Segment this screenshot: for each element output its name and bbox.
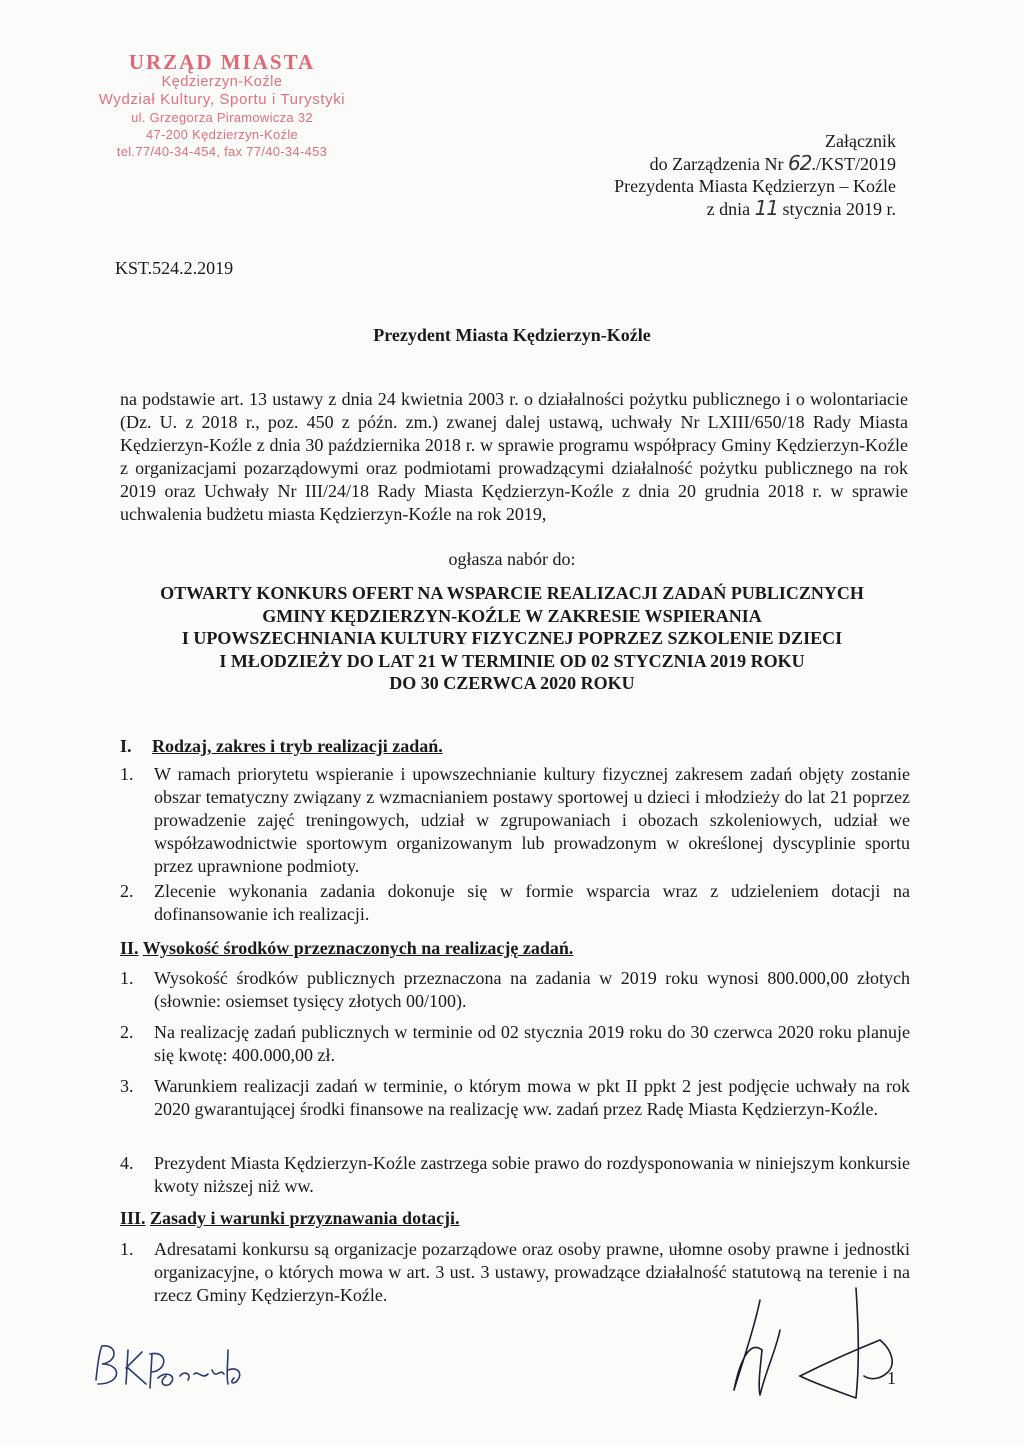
handwritten-note	[88, 1340, 258, 1395]
item-number: 3.	[120, 1076, 134, 1096]
item-number: 2.	[120, 881, 134, 901]
list-item	[120, 967, 910, 1013]
handwritten-ordinance-number: 62	[788, 151, 812, 175]
item-text: Wysokość środków publicznych przeznaczona na zadania w 2019 roku wynosi 800.000,00 złotych (słownie: osiemset tysięcy złotych 00/100).	[154, 968, 910, 1011]
contest-title	[0, 582, 1024, 695]
page-number: 1	[887, 1368, 896, 1388]
item-text: Zlecenie wykonania zadania dokonuje się w formie wsparcia wraz z udzieleniem dotacji na dofinansowanie ich realizacji.	[154, 881, 910, 924]
ordinance-suffix: ./KST/2019	[811, 154, 896, 174]
section-title: Wysokość środków przeznaczonych na realizację zadań.	[142, 938, 574, 958]
stamp-line-office: URZĄD MIASTA	[128, 50, 316, 74]
item-text: Na realizację zadań publicznych w terminie od 02 stycznia 2019 roku do 30 czerwca 2020 roku planuje się kwotę: 400.000,00 zł.	[154, 1022, 910, 1065]
item-number: 2.	[120, 1022, 134, 1042]
item-text: Warunkiem realizacji zadań w terminie, o którym mowa w pkt II ppkt 2 jest podjęcie uchwały na rok 2020 gwarantującej środki finansowe na realizację ww. zadań przez Radę Miasta Kędzierzyn-Koźle.	[154, 1076, 910, 1119]
attachment-header	[476, 130, 896, 220]
stamp-line-city: Kędzierzyn-Koźle	[161, 74, 283, 90]
stamp-line-street: ul. Grzegorza Piramowicza 32	[131, 110, 313, 125]
date-suffix: stycznia 2019 r.	[778, 199, 896, 219]
handwritten-day: 11	[754, 196, 779, 220]
attachment-issuer-line: Prezydenta Miasta Kędzierzyn – Koźle	[614, 176, 896, 196]
attachment-label: Załącznik	[825, 131, 896, 151]
item-text: Prezydent Miasta Kędzierzyn-Koźle zastrzega sobie prawo do rozdysponowania w niniejszym konkursie kwoty niższej niż ww.	[154, 1153, 910, 1196]
item-number: 1.	[120, 1239, 134, 1259]
signature	[720, 1280, 910, 1405]
item-number: 1.	[120, 968, 134, 988]
list-item	[120, 1075, 910, 1121]
attachment-ordinance-line	[476, 152, 896, 175]
stamp-line-postcode: 47-200 Kędzierzyn-Koźle	[145, 127, 299, 142]
section-title: Rodzaj, zakres i tryb realizacji zadań.	[152, 736, 443, 756]
item-text: Adresatami konkursu są organizacje pozarządowe oraz osoby prawne, ułomne osoby prawne i jednostki organizacyjne, o których mowa w art. 3 ust. 3 ustawy, prowadzące działalność statutową na terenie i na rzecz Gminy Kędzierzyn-Koźle.	[154, 1239, 910, 1305]
date-prefix: z dnia	[706, 199, 755, 219]
office-stamp	[72, 50, 372, 160]
section-heading-3	[120, 1208, 460, 1229]
section-heading-1	[120, 736, 443, 757]
section-title: Zasady i warunki przyznawania dotacji.	[150, 1208, 460, 1228]
contest-title-line: OTWARTY KONKURS OFERT NA WSPARCIE REALIZACJI ZADAŃ PUBLICZNYCH	[160, 583, 864, 603]
list-item	[120, 763, 910, 878]
list-item	[120, 1152, 910, 1198]
announcement-line: ogłasza nabór do:	[448, 549, 576, 569]
contest-title-line: I UPOWSZECHNIANIA KULTURY FIZYCZNEJ POPRZEZ SZKOLENIE DZIECI	[181, 628, 843, 648]
section-number: III.	[120, 1208, 146, 1228]
ordinance-prefix: do Zarządzenia Nr	[649, 154, 789, 174]
issuer-heading: Prezydent Miasta Kędzierzyn-Koźle	[373, 325, 651, 345]
list-item	[120, 880, 910, 926]
list-item	[120, 1021, 910, 1067]
section-number: I.	[120, 736, 132, 756]
item-text: W ramach priorytetu wspieranie i upowszechnianie kultury fizycznej zakresem zadań objęty zostanie obszar tematyczny związany z wzmacnianiem postawy sportowej u dzieci i młodzieży do lat 21 poprzez prowadzenie zajęć treningowych, udział w zgrupowaniach i obozach szkoleniowych, udział we współzawodnictwie sportowym organizowanym lub prowadzonym w określonej dyscyplinie sportu przez uprawnione podmioty.	[154, 764, 910, 876]
section-heading-2	[120, 938, 573, 959]
contest-title-line: DO 30 CZERWCA 2020 ROKU	[389, 673, 635, 693]
contest-title-line: GMINY KĘDZIERZYN-KOŹLE W ZAKRESIE WSPIERANIA	[262, 605, 762, 626]
item-number: 4.	[120, 1153, 134, 1173]
contest-title-line: I MŁODZIEŻY DO LAT 21 W TERMINIE OD 02 STYCZNIA 2019 ROKU	[219, 650, 805, 671]
stamp-line-department: Wydział Kultury, Sportu i Turystyki	[98, 91, 346, 108]
attachment-date-line	[476, 197, 896, 220]
preamble-paragraph: na podstawie art. 13 ustawy z dnia 24 kwietnia 2003 r. o działalności pożytku publicznego i o wolontariacie (Dz. U. z 2018 r., poz. 450 z późn. zm.) zwanej dalej ustawą, uchwały Nr LXIII/650/18 Rady Miasta Kędzierzyn-Koźle z dnia 30 października 2018 r. w sprawie programu współpracy Gminy Kędzierzyn-Koźle z organizacjami pozarządowymi oraz podmiotami prowadzącymi działalność pożytku publicznego na rok 2019 oraz Uchwały Nr III/24/18 Rady Miasta Kędzierzyn-Koźle z dnia 20 grudnia 2018 r. w sprawie uchwalenia budżetu miasta Kędzierzyn-Koźle na rok 2019,	[120, 389, 908, 524]
reference-number: KST.524.2.2019	[115, 258, 234, 278]
stamp-line-phone: tel.77/40-34-454, fax 77/40-34-453	[116, 144, 328, 159]
item-number: 1.	[120, 764, 134, 784]
section-number: II.	[120, 938, 139, 958]
